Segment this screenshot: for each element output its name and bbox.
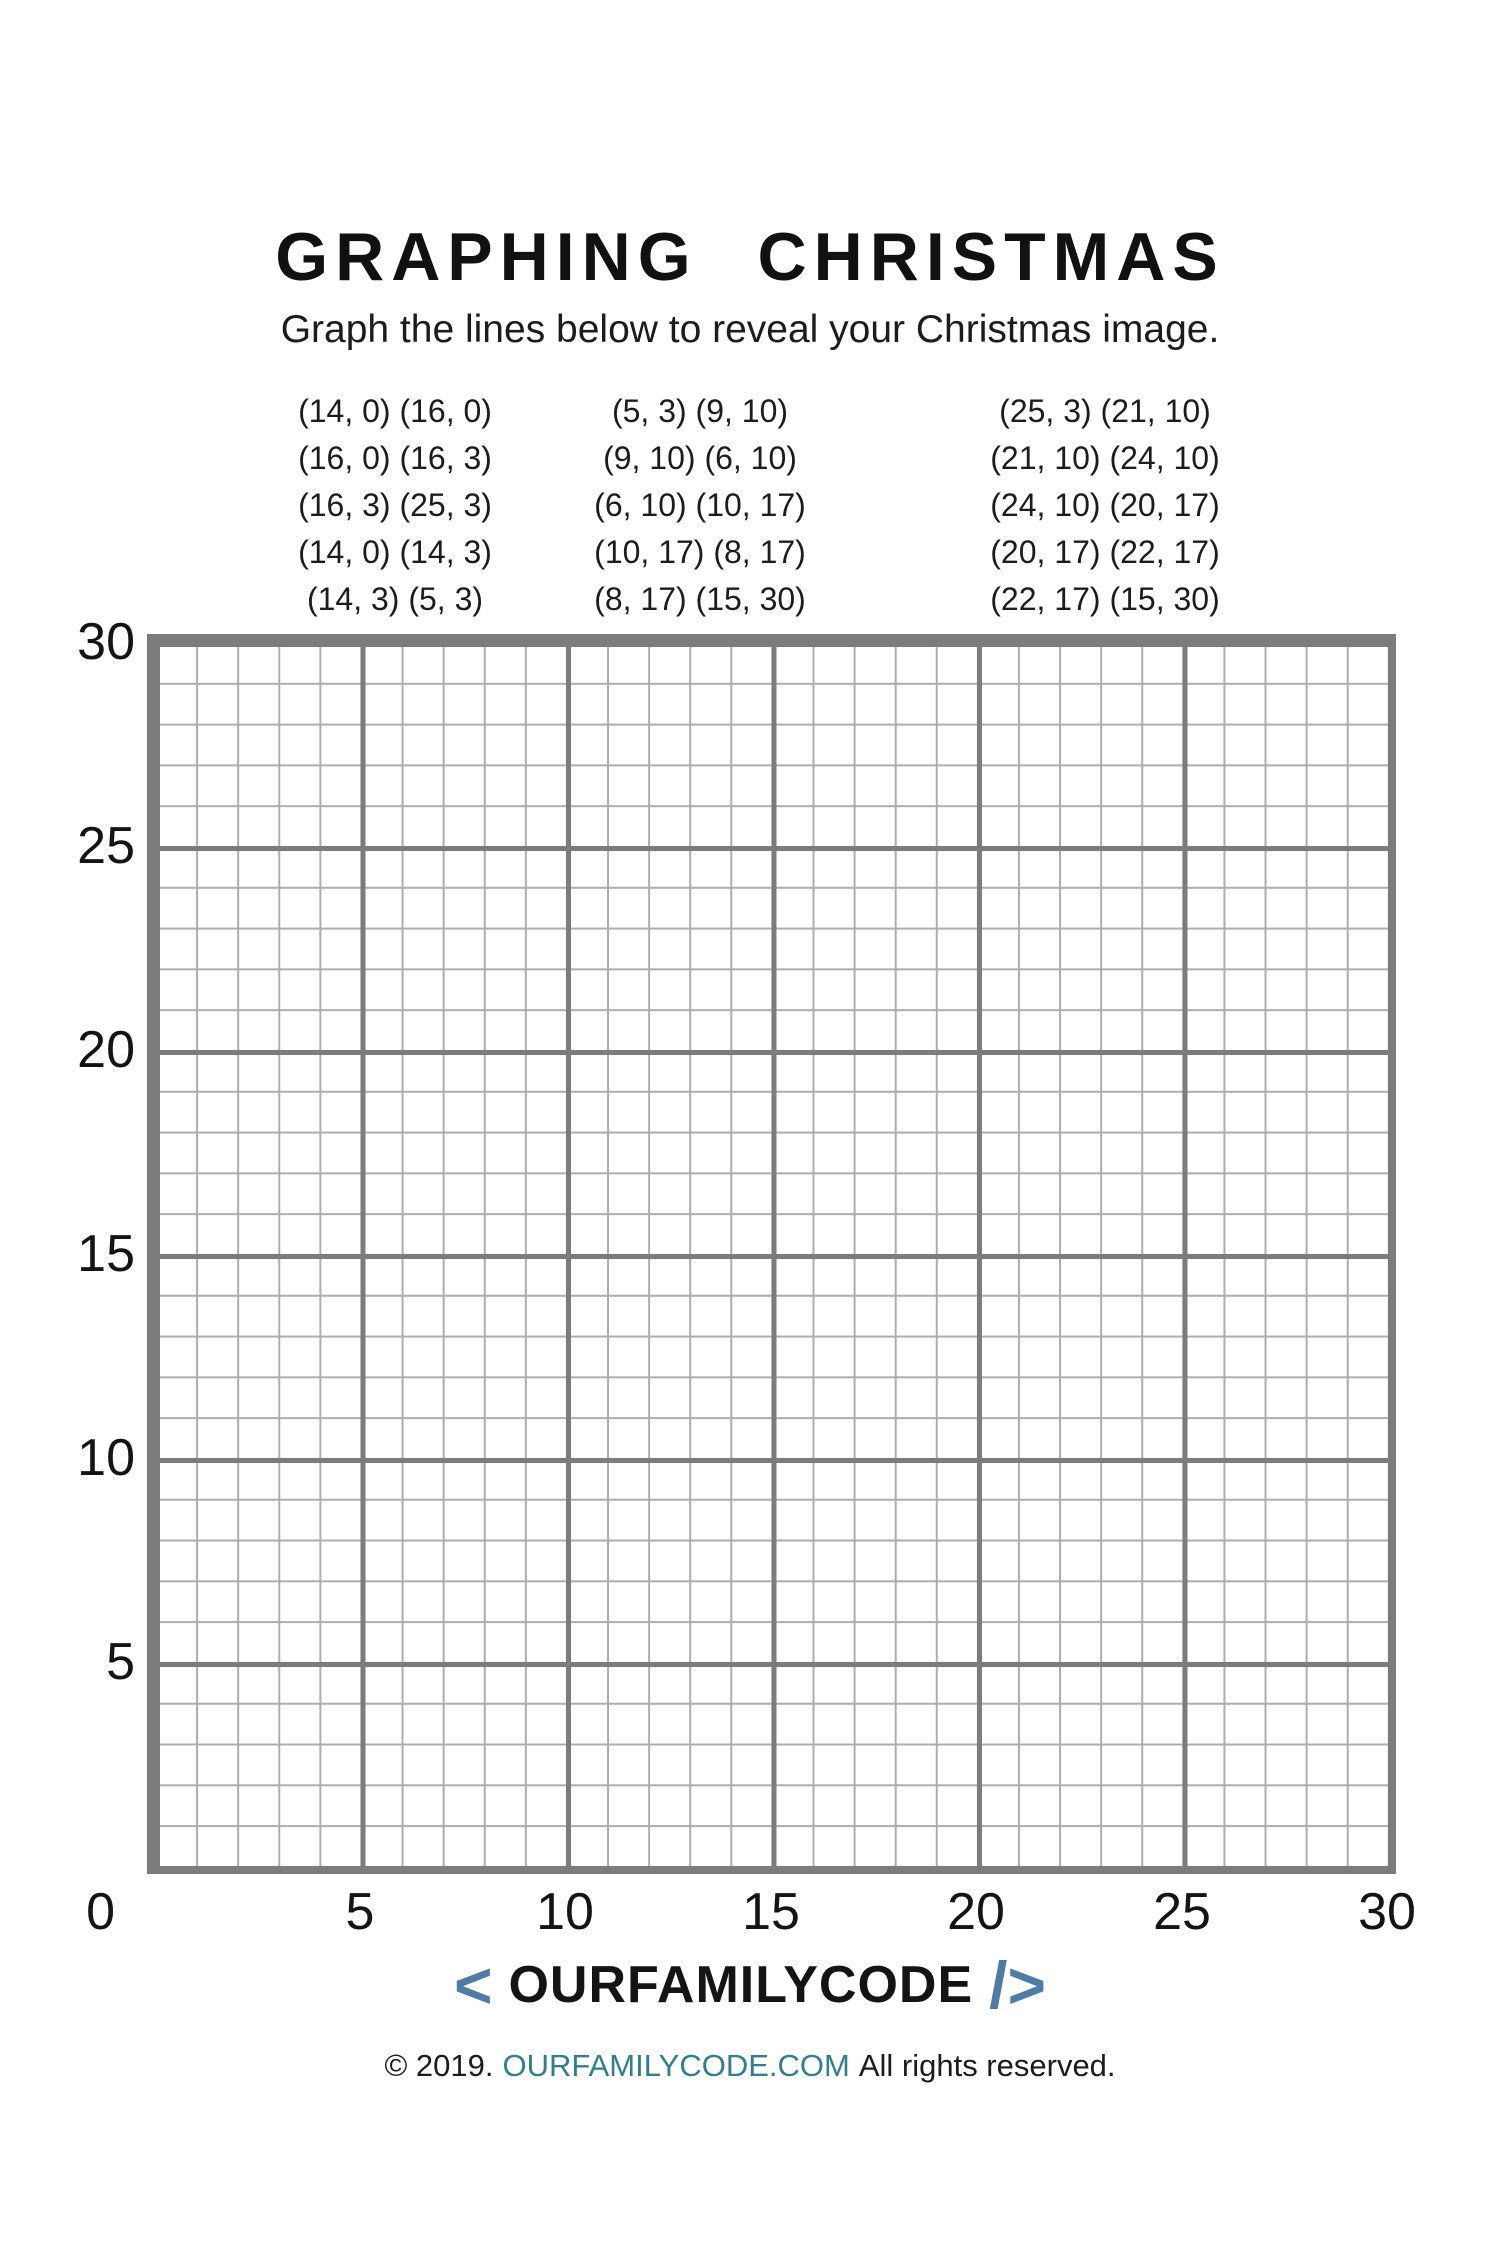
coordinate-pair: (16, 0) (16, 3) bbox=[298, 440, 492, 476]
left-angle-bracket-icon: < bbox=[453, 1948, 493, 2022]
coordinate-pair: (25, 3) (21, 10) bbox=[999, 393, 1211, 429]
coordinate-grid bbox=[147, 634, 1396, 1874]
page-title: GRAPHING CHRISTMAS bbox=[275, 219, 1225, 295]
page-subtitle: Graph the lines below to reveal your Christmas image. bbox=[280, 308, 1220, 351]
y-axis-label-5: 5 bbox=[106, 1633, 135, 1691]
coordinate-column-2 bbox=[565, 388, 835, 628]
x-axis-label-5: 5 bbox=[345, 1883, 375, 1941]
coordinate-pair: (10, 17) (8, 17) bbox=[594, 534, 806, 570]
x-axis-label-15: 15 bbox=[742, 1883, 800, 1941]
y-axis-label-15: 15 bbox=[77, 1225, 135, 1283]
website-link: OURFAMILYCODE.COM bbox=[502, 2048, 850, 2083]
coordinate-pair: (14, 0) (14, 3) bbox=[298, 534, 492, 570]
coordinate-pair: (20, 17) (22, 17) bbox=[990, 534, 1220, 570]
coordinate-pair: (24, 10) (20, 17) bbox=[990, 487, 1220, 523]
origin-label: 0 bbox=[86, 1883, 115, 1941]
y-axis-label-30: 30 bbox=[77, 613, 135, 671]
x-axis-label-25: 25 bbox=[1153, 1883, 1211, 1941]
x-axis-label-10: 10 bbox=[536, 1883, 594, 1941]
coordinate-pair: (22, 17) (15, 30) bbox=[990, 581, 1220, 617]
x-axis-label-20: 20 bbox=[947, 1883, 1005, 1941]
coordinate-pair: (8, 17) (15, 30) bbox=[594, 581, 806, 617]
coordinate-column-3 bbox=[970, 388, 1240, 628]
coordinate-pair: (21, 10) (24, 10) bbox=[990, 440, 1220, 476]
coordinate-pair: (9, 10) (6, 10) bbox=[603, 440, 797, 476]
brand-logo bbox=[0, 1948, 1500, 2022]
copyright-suffix: All rights reserved. bbox=[858, 2048, 1116, 2083]
y-axis-label-10: 10 bbox=[77, 1429, 135, 1487]
coordinate-pair: (14, 0) (16, 0) bbox=[298, 393, 492, 429]
brand-name: OURFAMILYCODE bbox=[508, 1956, 974, 2014]
x-axis-label-30: 30 bbox=[1358, 1883, 1416, 1941]
coordinate-pair: (16, 3) (25, 3) bbox=[298, 487, 492, 523]
copyright-prefix: © 2019. bbox=[384, 2048, 494, 2083]
right-angle-bracket-icon: /> bbox=[989, 1948, 1047, 2022]
coordinate-pair: (14, 3) (5, 3) bbox=[306, 581, 484, 617]
coordinate-pair: (5, 3) (9, 10) bbox=[611, 393, 789, 429]
coordinate-pair: (6, 10) (10, 17) bbox=[594, 487, 806, 523]
y-axis-label-25: 25 bbox=[77, 817, 135, 875]
copyright-line bbox=[0, 2048, 1500, 2084]
coordinate-column-1 bbox=[270, 388, 520, 628]
y-axis-label-20: 20 bbox=[77, 1021, 135, 1079]
